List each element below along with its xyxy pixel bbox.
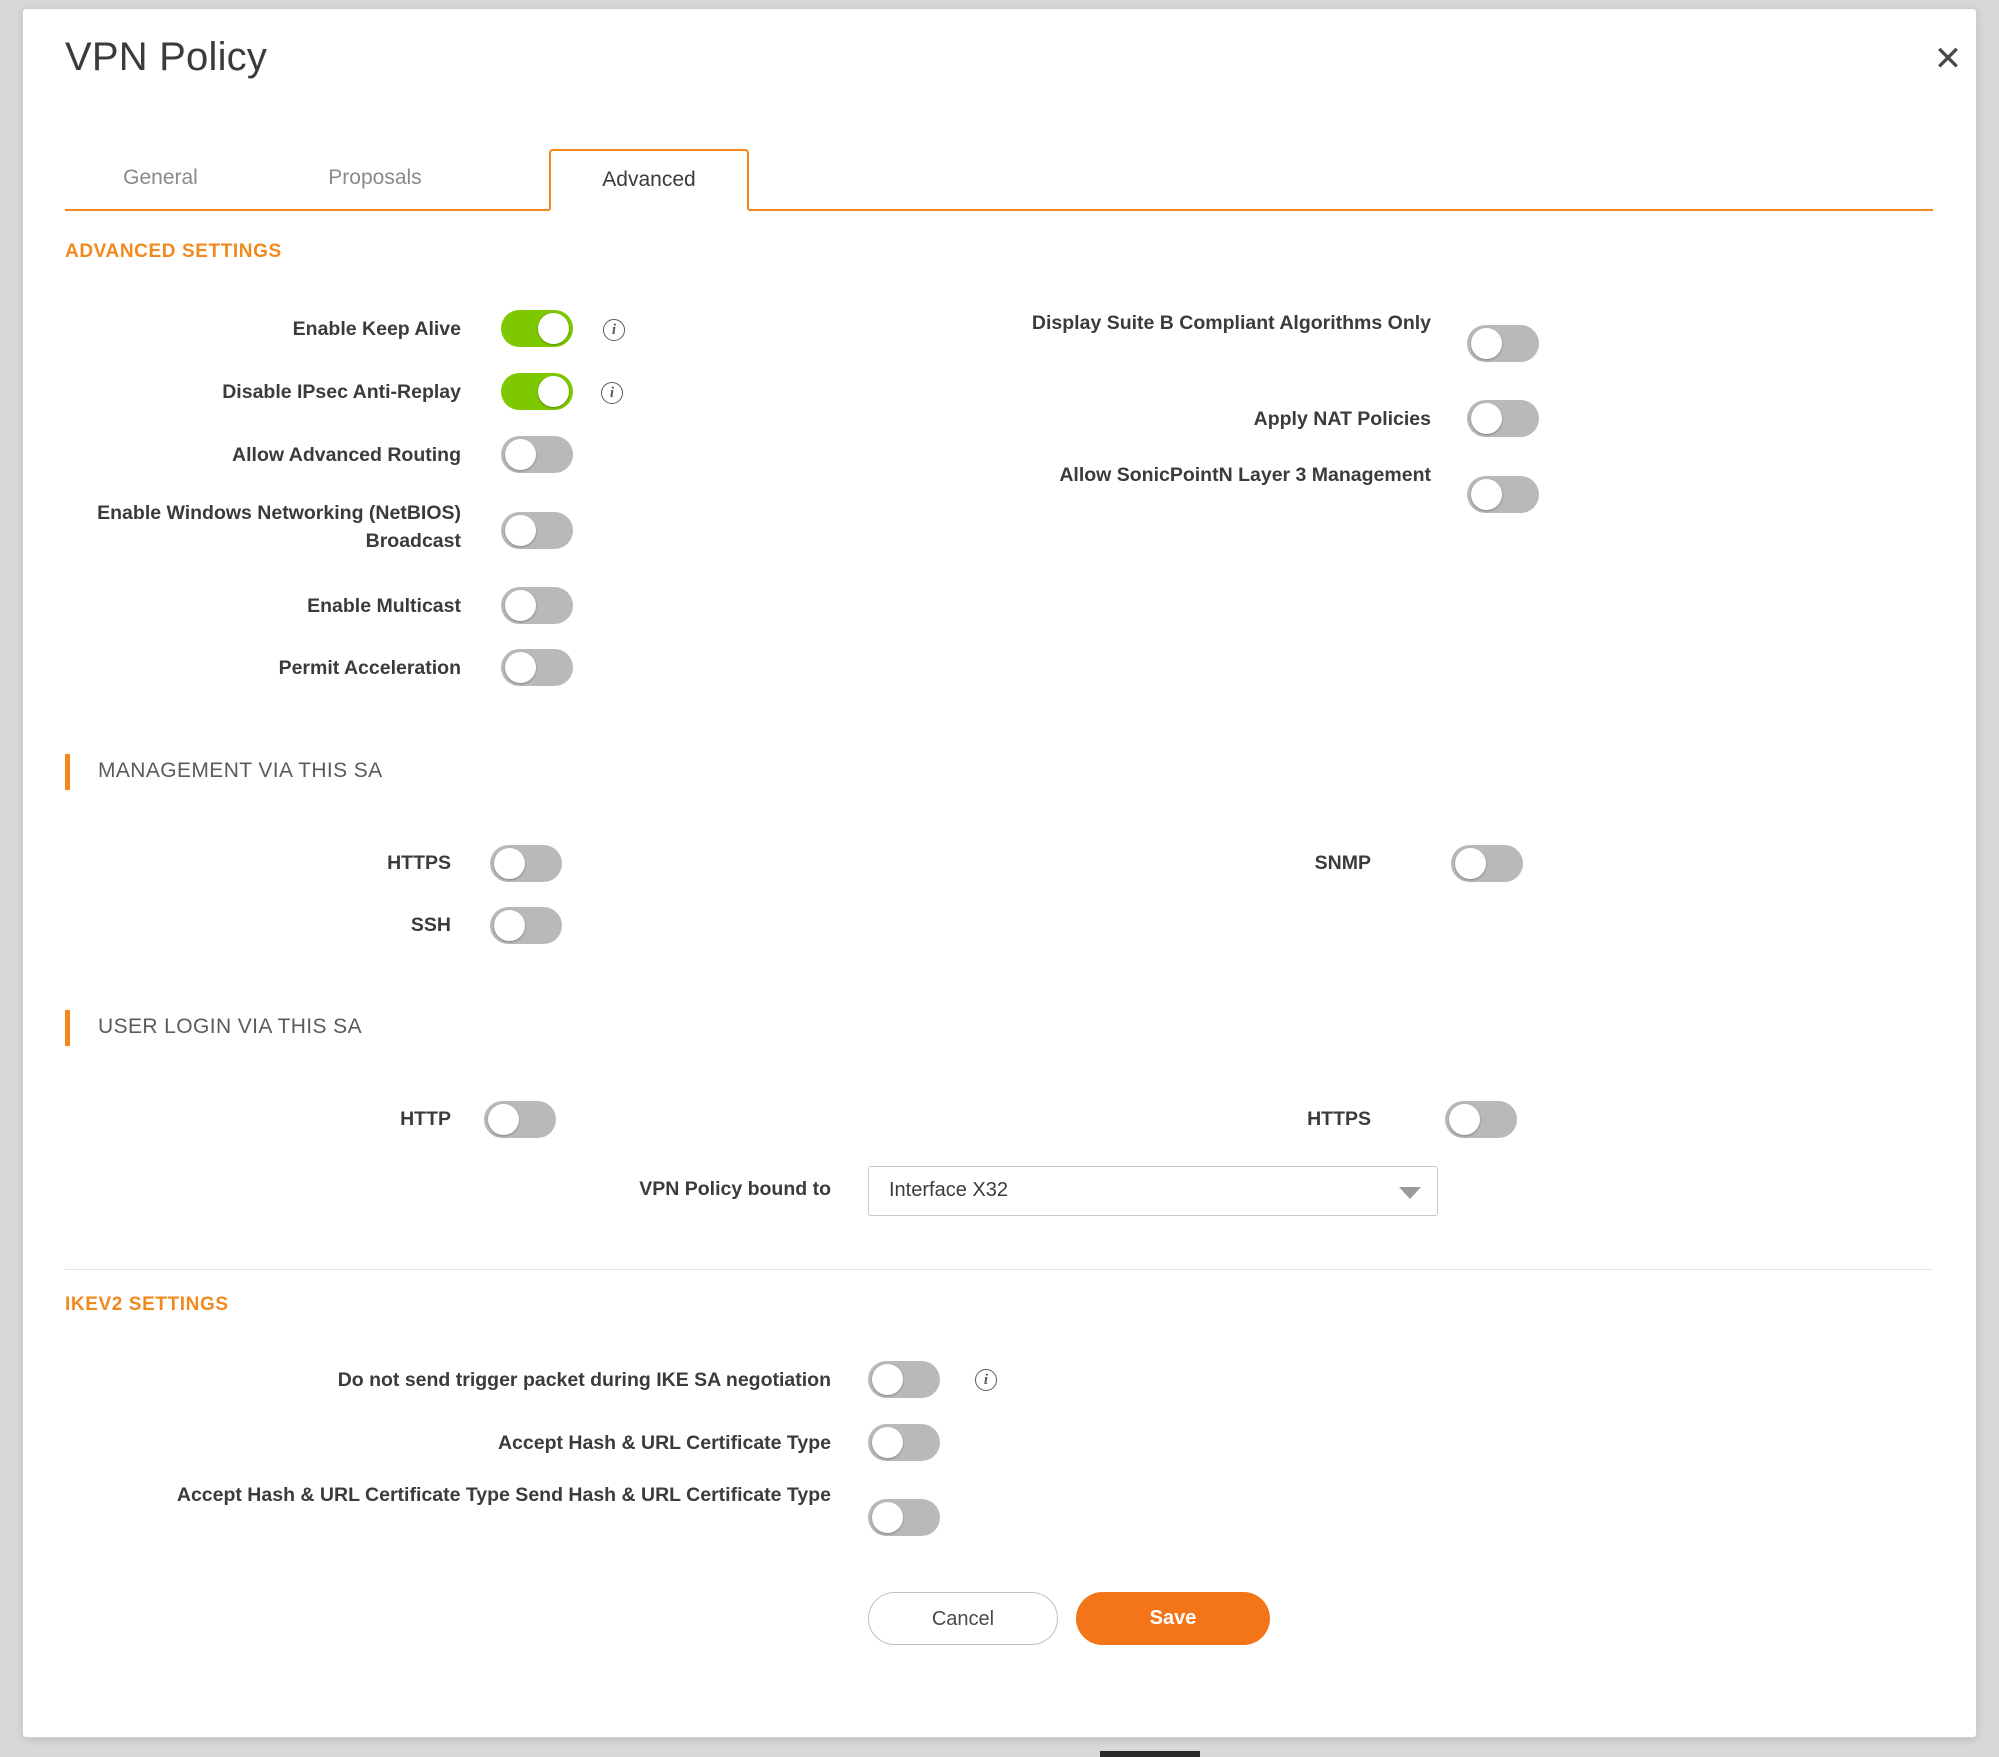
toggle-accept-send-hash-url-cert[interactable] <box>868 1499 940 1536</box>
label-display-suite-b: Display Suite B Compliant Algorithms Only <box>1031 312 1431 334</box>
info-icon-no-trigger-packet[interactable]: i <box>975 1369 997 1391</box>
info-icon-disable-ipsec-anti-replay[interactable]: i <box>601 382 623 404</box>
label-user-login-https: HTTPS <box>1307 1108 1371 1130</box>
toggle-knob <box>505 652 536 683</box>
cancel-button[interactable]: Cancel <box>868 1592 1058 1645</box>
toggle-knob <box>505 590 536 621</box>
toggle-management-snmp[interactable] <box>1451 845 1523 882</box>
toggle-display-suite-b[interactable] <box>1467 325 1539 362</box>
toggle-knob <box>1471 403 1502 434</box>
label-allow-advanced-routing: Allow Advanced Routing <box>232 444 461 466</box>
advanced-settings-heading: ADVANCED SETTINGS <box>65 241 282 262</box>
label-no-trigger-packet: Do not send trigger packet during IKE SA negotiation <box>337 1369 831 1391</box>
label-enable-multicast: Enable Multicast <box>307 595 461 617</box>
toggle-enable-windows-networking[interactable] <box>501 512 573 549</box>
toggle-knob <box>494 848 525 879</box>
label-management-snmp: SNMP <box>1314 852 1371 874</box>
ikev2-settings-heading: IKEV2 SETTINGS <box>65 1294 229 1315</box>
label-allow-sonicpointn-layer3: Allow SonicPointN Layer 3 Management <box>1059 464 1431 486</box>
label-apply-nat-policies: Apply NAT Policies <box>1253 408 1431 430</box>
taskbar-indicator <box>1100 1751 1200 1757</box>
toggle-knob <box>538 376 569 407</box>
label-management-ssh: SSH <box>410 914 451 936</box>
toggle-enable-keep-alive[interactable] <box>501 310 573 347</box>
toggle-knob <box>1455 848 1486 879</box>
toggle-management-https[interactable] <box>490 845 562 882</box>
label-accept-hash-url-cert: Accept Hash & URL Certificate Type <box>497 1432 831 1454</box>
chevron-down-icon <box>1399 1187 1421 1199</box>
label-disable-ipsec-anti-replay: Disable IPsec Anti-Replay <box>222 381 461 403</box>
label-enable-windows-networking: Enable Windows Networking (NetBIOS) Broadcast <box>97 502 461 552</box>
vpn-policy-bound-to-select[interactable] <box>868 1166 1438 1216</box>
toggle-no-trigger-packet[interactable] <box>868 1361 940 1398</box>
toggle-knob <box>872 1502 903 1533</box>
label-user-login-http: HTTP <box>400 1108 451 1130</box>
save-button[interactable]: Save <box>1076 1592 1270 1645</box>
toggle-allow-sonicpointn-layer3[interactable] <box>1467 476 1539 513</box>
toggle-knob <box>494 910 525 941</box>
section-divider <box>65 1269 1933 1270</box>
label-accept-send-hash-url-cert: Accept Hash & URL Certificate Type Send Hash & URL Certificate Type <box>176 1484 831 1506</box>
vpn-policy-dialog <box>22 8 1977 1738</box>
tab-advanced[interactable]: Advanced <box>549 149 749 211</box>
management-sa-heading: MANAGEMENT VIA THIS SA <box>65 759 383 783</box>
toggle-knob <box>1471 328 1502 359</box>
toggle-knob <box>538 313 569 344</box>
toggle-user-login-http[interactable] <box>484 1101 556 1138</box>
page-title: VPN Policy <box>65 35 268 79</box>
label-enable-keep-alive: Enable Keep Alive <box>292 318 461 340</box>
toggle-disable-ipsec-anti-replay[interactable] <box>501 373 573 410</box>
toggle-management-ssh[interactable] <box>490 907 562 944</box>
close-icon[interactable]: ✕ <box>1933 40 1963 78</box>
toggle-knob <box>1471 479 1502 510</box>
toggle-knob <box>872 1364 903 1395</box>
tab-bar <box>65 149 1933 211</box>
tab-general[interactable]: General <box>123 166 198 189</box>
label-permit-acceleration: Permit Acceleration <box>278 657 461 679</box>
info-icon-enable-keep-alive[interactable]: i <box>603 319 625 341</box>
toggle-apply-nat-policies[interactable] <box>1467 400 1539 437</box>
toggle-knob <box>505 515 536 546</box>
label-vpn-policy-bound-to: VPN Policy bound to <box>639 1178 831 1200</box>
toggle-knob <box>488 1104 519 1135</box>
toggle-allow-advanced-routing[interactable] <box>501 436 573 473</box>
toggle-permit-acceleration[interactable] <box>501 649 573 686</box>
user-login-sa-heading: USER LOGIN VIA THIS SA <box>65 1015 362 1039</box>
toggle-knob <box>505 439 536 470</box>
vpn-policy-bound-to-value: Interface X32 <box>889 1179 1008 1201</box>
toggle-knob <box>1449 1104 1480 1135</box>
toggle-user-login-https[interactable] <box>1445 1101 1517 1138</box>
tab-proposals[interactable]: Proposals <box>328 166 422 189</box>
toggle-knob <box>872 1427 903 1458</box>
label-management-https: HTTPS <box>387 852 451 874</box>
toggle-accept-hash-url-cert[interactable] <box>868 1424 940 1461</box>
toggle-enable-multicast[interactable] <box>501 587 573 624</box>
